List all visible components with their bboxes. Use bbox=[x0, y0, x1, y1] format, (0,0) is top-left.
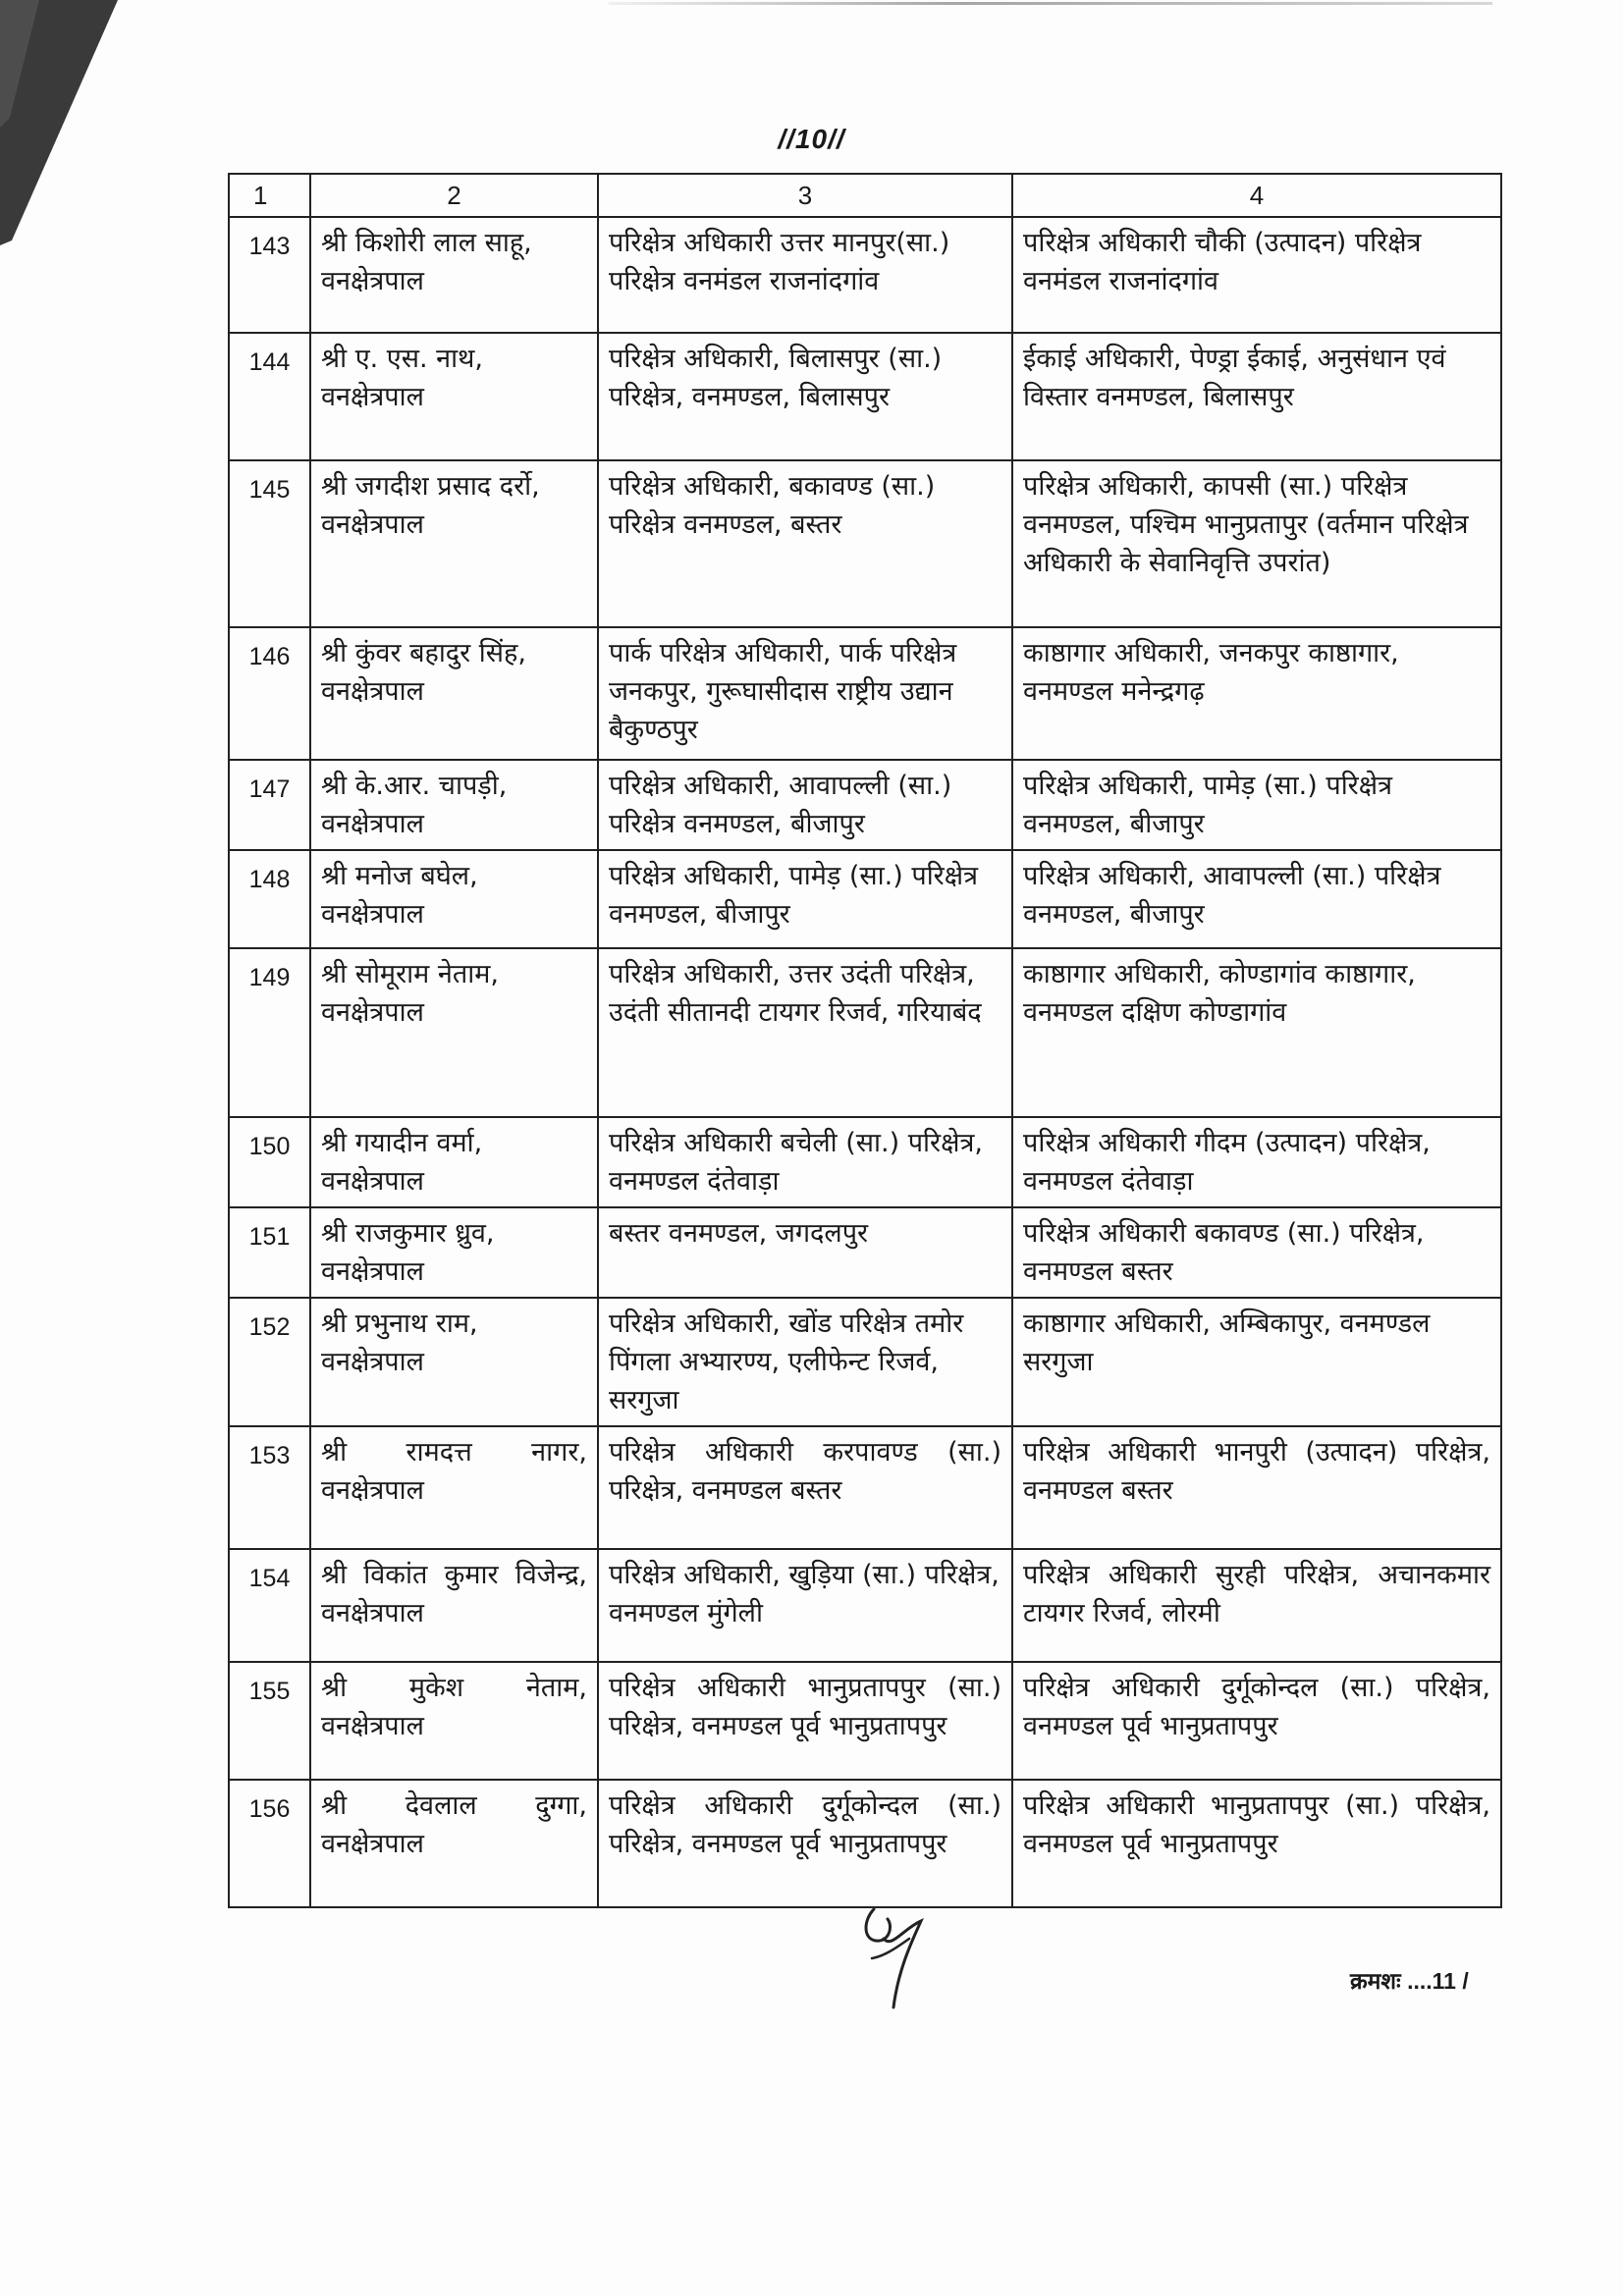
current-posting: पार्क परिक्षेत्र अधिकारी, पार्क परिक्षेत्र जनकपुर, गुरूघासीदास राष्ट्रीय उद्यान बैकुण्ठपुर bbox=[598, 627, 1012, 760]
officer-name: श्री विकांत कुमार विजेन्द्र, वनक्षेत्रपाल bbox=[310, 1549, 598, 1662]
signature-mark bbox=[844, 1899, 943, 2017]
current-posting: परिक्षेत्र अधिकारी, बिलासपुर (सा.) परिक्षेत्र, वनमण्डल, बिलासपुर bbox=[598, 333, 1012, 460]
transfer-table bbox=[228, 173, 1502, 1908]
table-row bbox=[229, 333, 1501, 460]
new-posting: काष्ठागार अधिकारी, जनकपुर काष्ठागार, वनमण्डल मनेन्द्रगढ़ bbox=[1012, 627, 1501, 760]
new-posting: काष्ठागार अधिकारी, कोण्डागांव काष्ठागार, वनमण्डल दक्षिण कोण्डागांव bbox=[1012, 948, 1501, 1117]
officer-name: श्री कुंवर बहादुर सिंह, वनक्षेत्रपाल bbox=[310, 627, 598, 760]
current-posting: परिक्षेत्र अधिकारी, पामेड़ (सा.) परिक्षेत्र वनमण्डल, बीजापुर bbox=[598, 850, 1012, 948]
serial-number: 146 bbox=[229, 627, 310, 760]
new-posting: परिक्षेत्र अधिकारी सुरही परिक्षेत्र, अचानकमार टायगर रिजर्व, लोरमी bbox=[1012, 1549, 1501, 1662]
table-header-row bbox=[229, 174, 1501, 217]
serial-number: 152 bbox=[229, 1298, 310, 1426]
serial-number: 150 bbox=[229, 1117, 310, 1207]
new-posting: परिक्षेत्र अधिकारी भानपुरी (उत्पादन) परिक्षेत्र, वनमण्डल बस्तर bbox=[1012, 1426, 1501, 1549]
current-posting: परिक्षेत्र अधिकारी उत्तर मानपुर(सा.) परिक्षेत्र वनमंडल राजनांदगांव bbox=[598, 217, 1012, 333]
current-posting: बस्तर वनमण्डल, जगदलपुर bbox=[598, 1207, 1012, 1298]
new-posting: परिक्षेत्र अधिकारी बकावण्ड (सा.) परिक्षेत्र, वनमण्डल बस्तर bbox=[1012, 1207, 1501, 1298]
officer-name: श्री गयादीन वर्मा, वनक्षेत्रपाल bbox=[310, 1117, 598, 1207]
serial-number: 145 bbox=[229, 460, 310, 627]
current-posting: परिक्षेत्र अधिकारी, खुड़िया (सा.) परिक्षेत्र, वनमण्डल मुंगेली bbox=[598, 1549, 1012, 1662]
page-number: //10// bbox=[778, 124, 845, 154]
table-row bbox=[229, 1426, 1501, 1549]
new-posting: काष्ठागार अधिकारी, अम्बिकापुर, वनमण्डल सरगुजा bbox=[1012, 1298, 1501, 1426]
table-row bbox=[229, 1298, 1501, 1426]
scan-top-rule bbox=[609, 2, 1492, 5]
table-row bbox=[229, 1207, 1501, 1298]
table-row bbox=[229, 1780, 1501, 1907]
new-posting: ईकाई अधिकारी, पेण्ड्रा ईकाई, अनुसंधान एवं विस्तार वनमण्डल, बिलासपुर bbox=[1012, 333, 1501, 460]
serial-number: 155 bbox=[229, 1662, 310, 1780]
officer-name: श्री राजकुमार ध्रुव, वनक्षेत्रपाल bbox=[310, 1207, 598, 1298]
new-posting: परिक्षेत्र अधिकारी, आवापल्ली (सा.) परिक्षेत्र वनमण्डल, बीजापुर bbox=[1012, 850, 1501, 948]
officer-name: श्री ए. एस. नाथ, वनक्षेत्रपाल bbox=[310, 333, 598, 460]
continued-note: क्रमशः ....11 / bbox=[1350, 1968, 1469, 1994]
current-posting: परिक्षेत्र अधिकारी, उत्तर उदंती परिक्षेत्र, उदंती सीतानदी टायगर रिजर्व, गरियाबंद bbox=[598, 948, 1012, 1117]
officer-name: श्री के.आर. चापड़ी, वनक्षेत्रपाल bbox=[310, 760, 598, 850]
current-posting: परिक्षेत्र अधिकारी भानुप्रतापपुर (सा.) परिक्षेत्र, वनमण्डल पूर्व भानुप्रतापपुर bbox=[598, 1662, 1012, 1780]
table-row bbox=[229, 948, 1501, 1117]
table-row bbox=[229, 760, 1501, 850]
table-row bbox=[229, 1549, 1501, 1662]
table-row bbox=[229, 217, 1501, 333]
officer-name: श्री प्रभुनाथ राम, वनक्षेत्रपाल bbox=[310, 1298, 598, 1426]
officer-name: श्री देवलाल दुग्गा, वनक्षेत्रपाल bbox=[310, 1780, 598, 1907]
current-posting: परिक्षेत्र अधिकारी, खोंड परिक्षेत्र तमोर पिंगला अभ्यारण्य, एलीफेन्ट रिजर्व, सरगुजा bbox=[598, 1298, 1012, 1426]
column-header-4: 4 bbox=[1012, 174, 1501, 217]
column-header-1: 1 bbox=[229, 174, 310, 217]
serial-number: 151 bbox=[229, 1207, 310, 1298]
officer-name: श्री रामदत्त नागर, वनक्षेत्रपाल bbox=[310, 1426, 598, 1549]
new-posting: परिक्षेत्र अधिकारी दुर्गूकोन्दल (सा.) परिक्षेत्र, वनमण्डल पूर्व भानुप्रतापपुर bbox=[1012, 1662, 1501, 1780]
serial-number: 154 bbox=[229, 1549, 310, 1662]
officer-name: श्री मुकेश नेताम, वनक्षेत्रपाल bbox=[310, 1662, 598, 1780]
serial-number: 148 bbox=[229, 850, 310, 948]
serial-number: 153 bbox=[229, 1426, 310, 1549]
serial-number: 147 bbox=[229, 760, 310, 850]
new-posting: परिक्षेत्र अधिकारी, कापसी (सा.) परिक्षेत्र वनमण्डल, पश्चिम भानुप्रतापुर (वर्तमान परिक्षेत्र अधिकारी के सेवानिवृत्ति उपरांत) bbox=[1012, 460, 1501, 627]
new-posting: परिक्षेत्र अधिकारी चौकी (उत्पादन) परिक्षेत्र वनमंडल राजनांदगांव bbox=[1012, 217, 1501, 333]
officer-name: श्री किशोरी लाल साहू, वनक्षेत्रपाल bbox=[310, 217, 598, 333]
serial-number: 143 bbox=[229, 217, 310, 333]
officer-name: श्री जगदीश प्रसाद दर्रो, वनक्षेत्रपाल bbox=[310, 460, 598, 627]
serial-number: 144 bbox=[229, 333, 310, 460]
column-header-2: 2 bbox=[310, 174, 598, 217]
serial-number: 149 bbox=[229, 948, 310, 1117]
column-header-3: 3 bbox=[598, 174, 1012, 217]
table-row bbox=[229, 1662, 1501, 1780]
current-posting: परिक्षेत्र अधिकारी दुर्गूकोन्दल (सा.) परिक्षेत्र, वनमण्डल पूर्व भानुप्रतापपुर bbox=[598, 1780, 1012, 1907]
table-row bbox=[229, 850, 1501, 948]
current-posting: परिक्षेत्र अधिकारी करपावण्ड (सा.) परिक्षेत्र, वनमण्डल बस्तर bbox=[598, 1426, 1012, 1549]
current-posting: परिक्षेत्र अधिकारी, बकावण्ड (सा.) परिक्षेत्र वनमण्डल, बस्तर bbox=[598, 460, 1012, 627]
new-posting: परिक्षेत्र अधिकारी भानुप्रतापपुर (सा.) परिक्षेत्र, वनमण्डल पूर्व भानुप्रतापपुर bbox=[1012, 1780, 1501, 1907]
new-posting: परिक्षेत्र अधिकारी गीदम (उत्पादन) परिक्षेत्र, वनमण्डल दंतेवाड़ा bbox=[1012, 1117, 1501, 1207]
officer-name: श्री मनोज बघेल, वनक्षेत्रपाल bbox=[310, 850, 598, 948]
current-posting: परिक्षेत्र अधिकारी, आवापल्ली (सा.) परिक्षेत्र वनमण्डल, बीजापुर bbox=[598, 760, 1012, 850]
serial-number: 156 bbox=[229, 1780, 310, 1907]
table-row bbox=[229, 1117, 1501, 1207]
officer-name: श्री सोमूराम नेताम, वनक्षेत्रपाल bbox=[310, 948, 598, 1117]
table-row bbox=[229, 627, 1501, 760]
table-row bbox=[229, 460, 1501, 627]
current-posting: परिक्षेत्र अधिकारी बचेली (सा.) परिक्षेत्र, वनमण्डल दंतेवाड़ा bbox=[598, 1117, 1012, 1207]
new-posting: परिक्षेत्र अधिकारी, पामेड़ (सा.) परिक्षेत्र वनमण्डल, बीजापुर bbox=[1012, 760, 1501, 850]
